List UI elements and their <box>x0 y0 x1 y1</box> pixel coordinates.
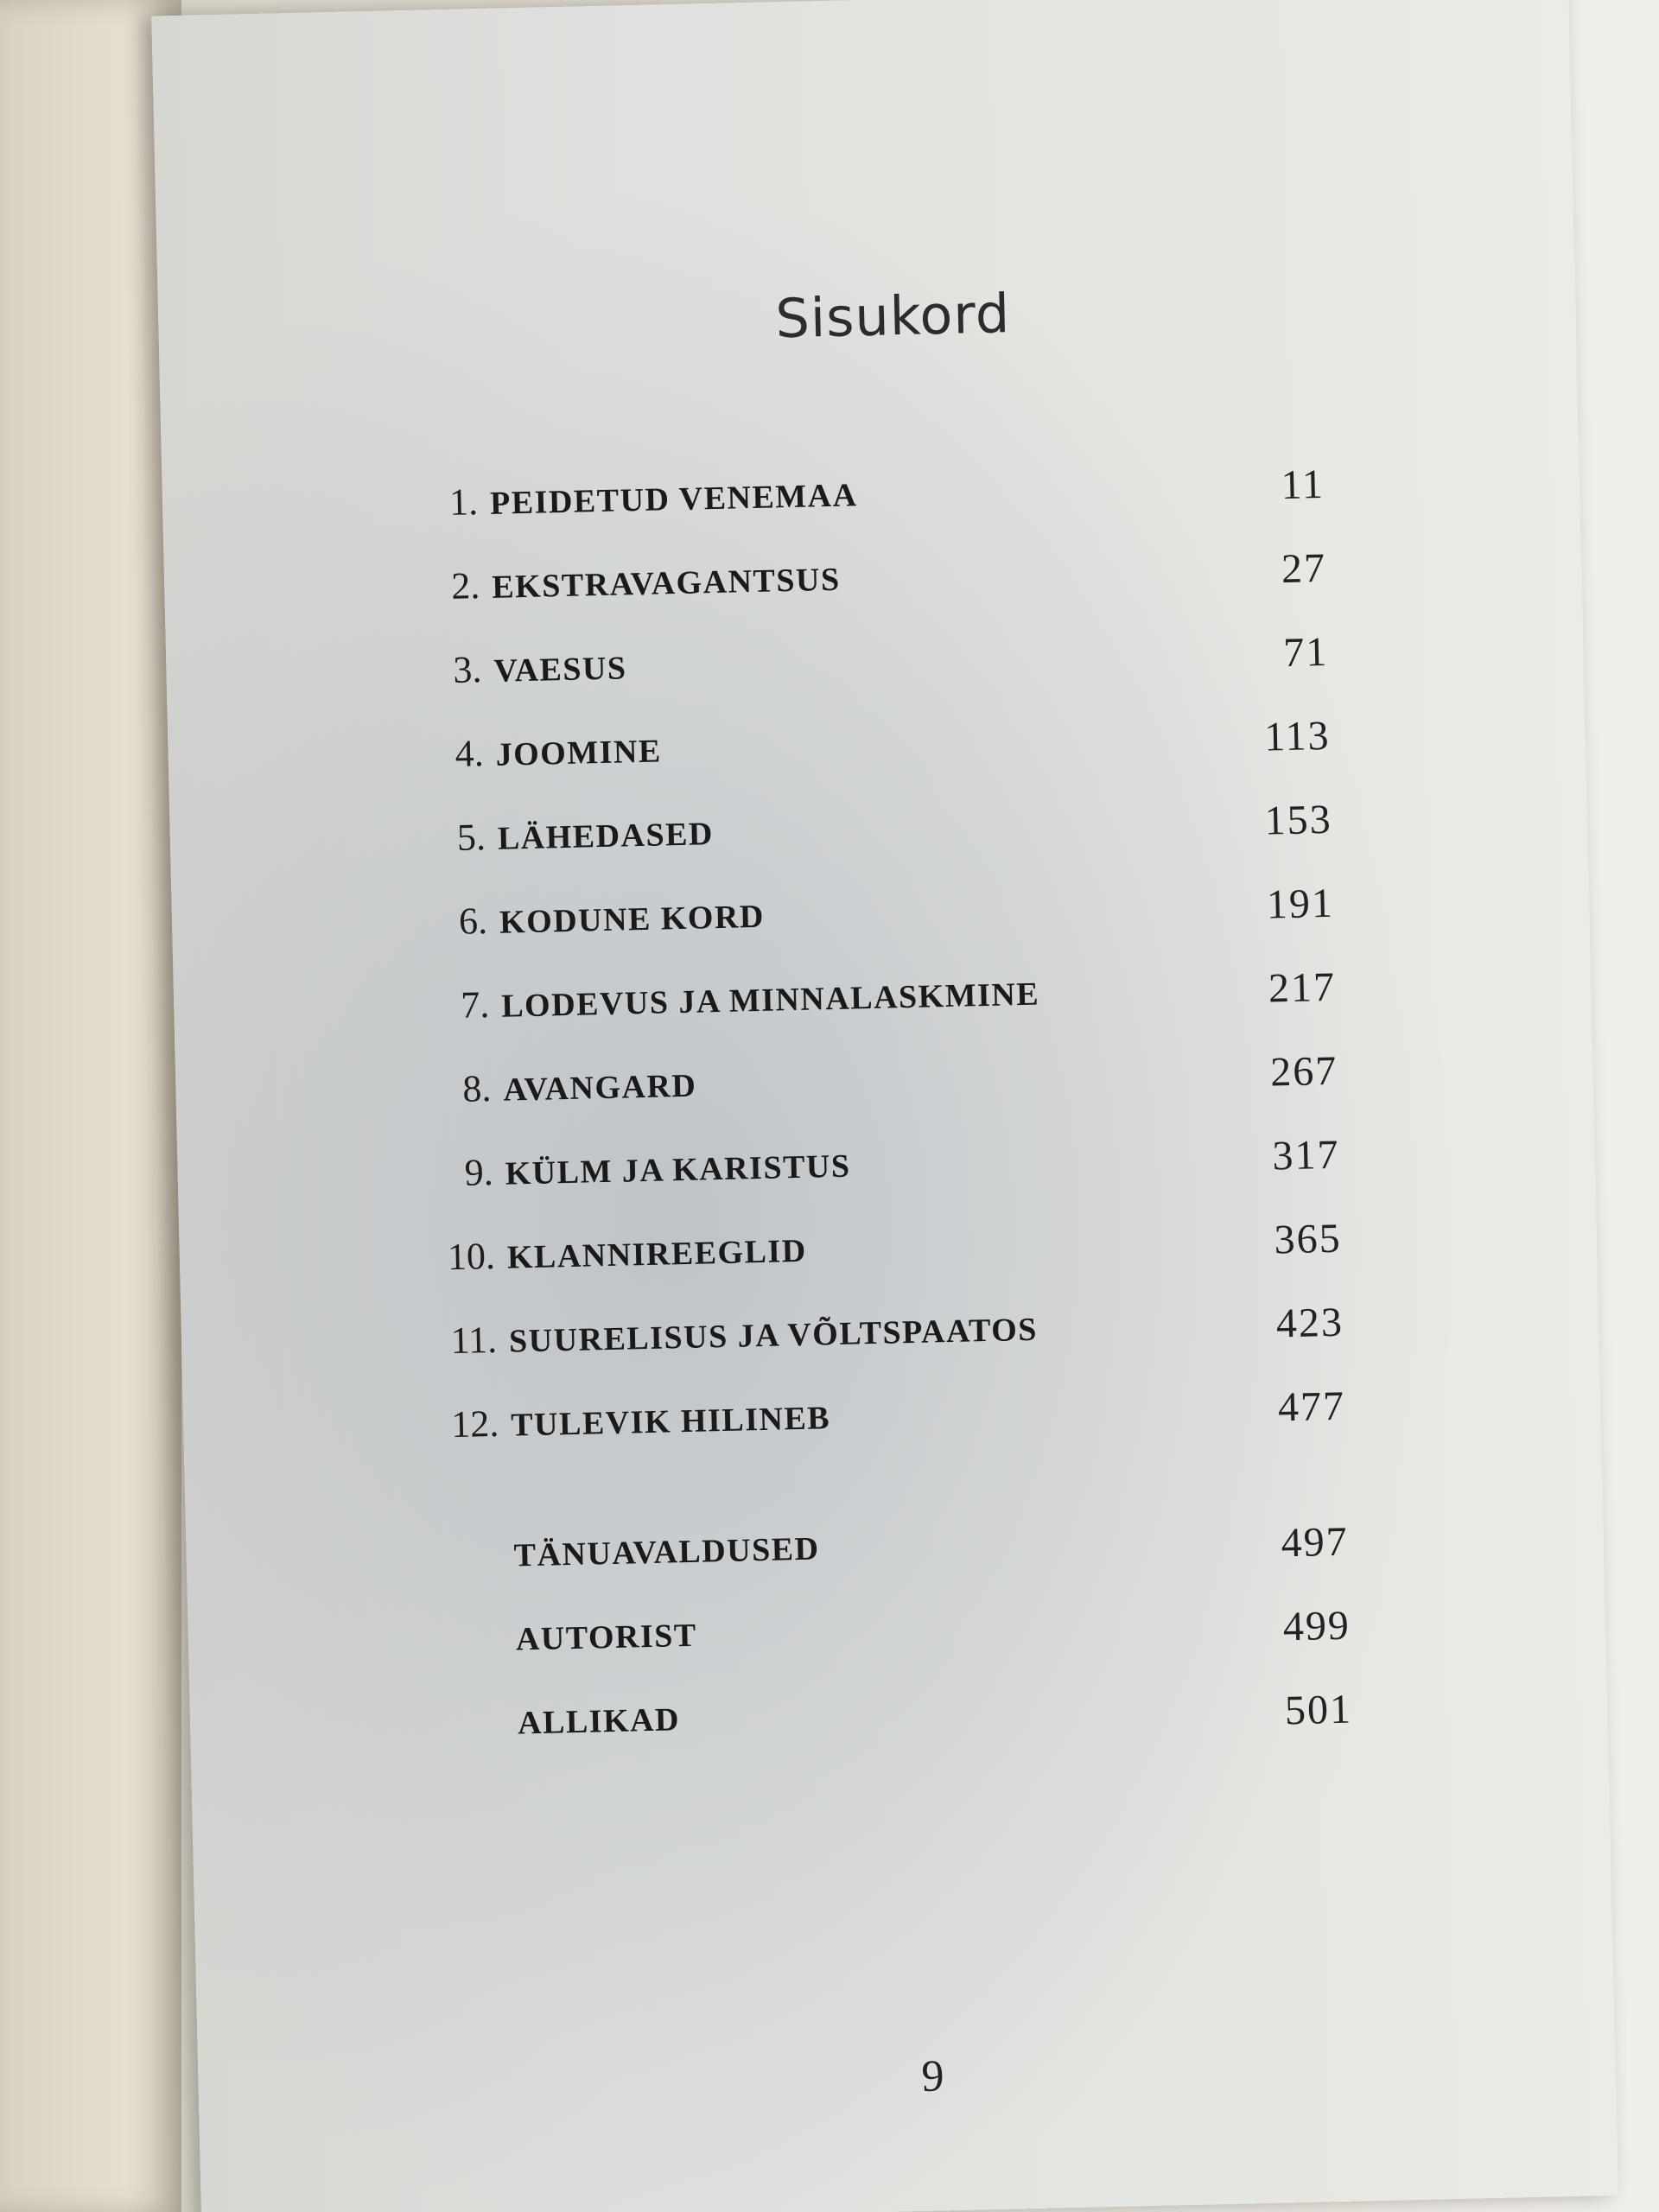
chapter-page: 267 <box>1269 1047 1338 1096</box>
chapter-number: 11. <box>450 1318 498 1363</box>
chapter-page: 11 <box>1281 461 1325 509</box>
back-matter-title: AUTORIST <box>515 1617 698 1658</box>
chapter-number: 4. <box>454 732 485 775</box>
number-placeholder <box>416 1567 514 1569</box>
chapter-title: AVANGARD <box>503 1067 697 1109</box>
number-placeholder <box>417 1650 516 1653</box>
chapter-title: TULEVIK HILINEB <box>510 1400 831 1444</box>
chapter-number: 5. <box>456 816 486 859</box>
chapter-number: 1. <box>448 480 479 524</box>
chapter-number: 7. <box>460 983 490 1027</box>
chapter-title: KÜLM JA KARISTUS <box>505 1147 851 1192</box>
table-of-contents <box>391 461 1354 1790</box>
chapter-number: 12. <box>450 1402 499 1446</box>
chapter-page: 27 <box>1281 544 1327 593</box>
chapter-page: 71 <box>1282 628 1329 677</box>
chapter-title: SUURELISUS JA VÕLTSPAATOS <box>508 1311 1039 1360</box>
back-matter-page: 499 <box>1282 1602 1351 1650</box>
chapter-page: 153 <box>1264 796 1333 844</box>
chapter-number: 3. <box>452 648 483 691</box>
previous-page-edge <box>0 0 181 2212</box>
page-title: Sisukord <box>774 282 1011 351</box>
chapter-title: JOOMINE <box>495 733 663 773</box>
chapter-title: PEIDETUD VENEMAA <box>489 477 858 522</box>
chapter-page: 423 <box>1275 1299 1344 1347</box>
chapter-number: 9. <box>464 1150 494 1194</box>
page-number: 9 <box>920 2051 945 2101</box>
chapter-page: 365 <box>1274 1215 1343 1263</box>
chapter-number: 6. <box>458 899 488 943</box>
number-placeholder <box>419 1733 518 1736</box>
chapter-number: 2. <box>450 564 480 607</box>
back-matter-page: 497 <box>1281 1518 1350 1567</box>
book-page <box>151 0 1618 2212</box>
chapter-title: KLANNIREEGLID <box>506 1232 808 1276</box>
back-matter-title: ALLIKAD <box>517 1701 681 1742</box>
chapter-number: 10. <box>447 1234 496 1279</box>
chapter-page: 113 <box>1263 712 1332 760</box>
chapter-page: 317 <box>1271 1131 1341 1179</box>
chapter-page: 477 <box>1277 1382 1346 1431</box>
chapter-number: 8. <box>461 1067 493 1110</box>
back-matter-title: TÄNUAVALDUSED <box>513 1530 820 1574</box>
chapter-title: LÄHEDASED <box>497 816 715 857</box>
back-matter-page: 501 <box>1284 1686 1353 1734</box>
chapter-page: 217 <box>1268 963 1337 1012</box>
chapter-title: LODEVUS JA MINNALASKMINE <box>500 976 1040 1025</box>
chapter-title: KODUNE KORD <box>499 898 766 941</box>
chapter-page: 191 <box>1266 880 1335 928</box>
chapter-title: VAESUS <box>493 650 627 690</box>
chapter-title: EKSTRAVAGANTSUS <box>491 561 842 606</box>
